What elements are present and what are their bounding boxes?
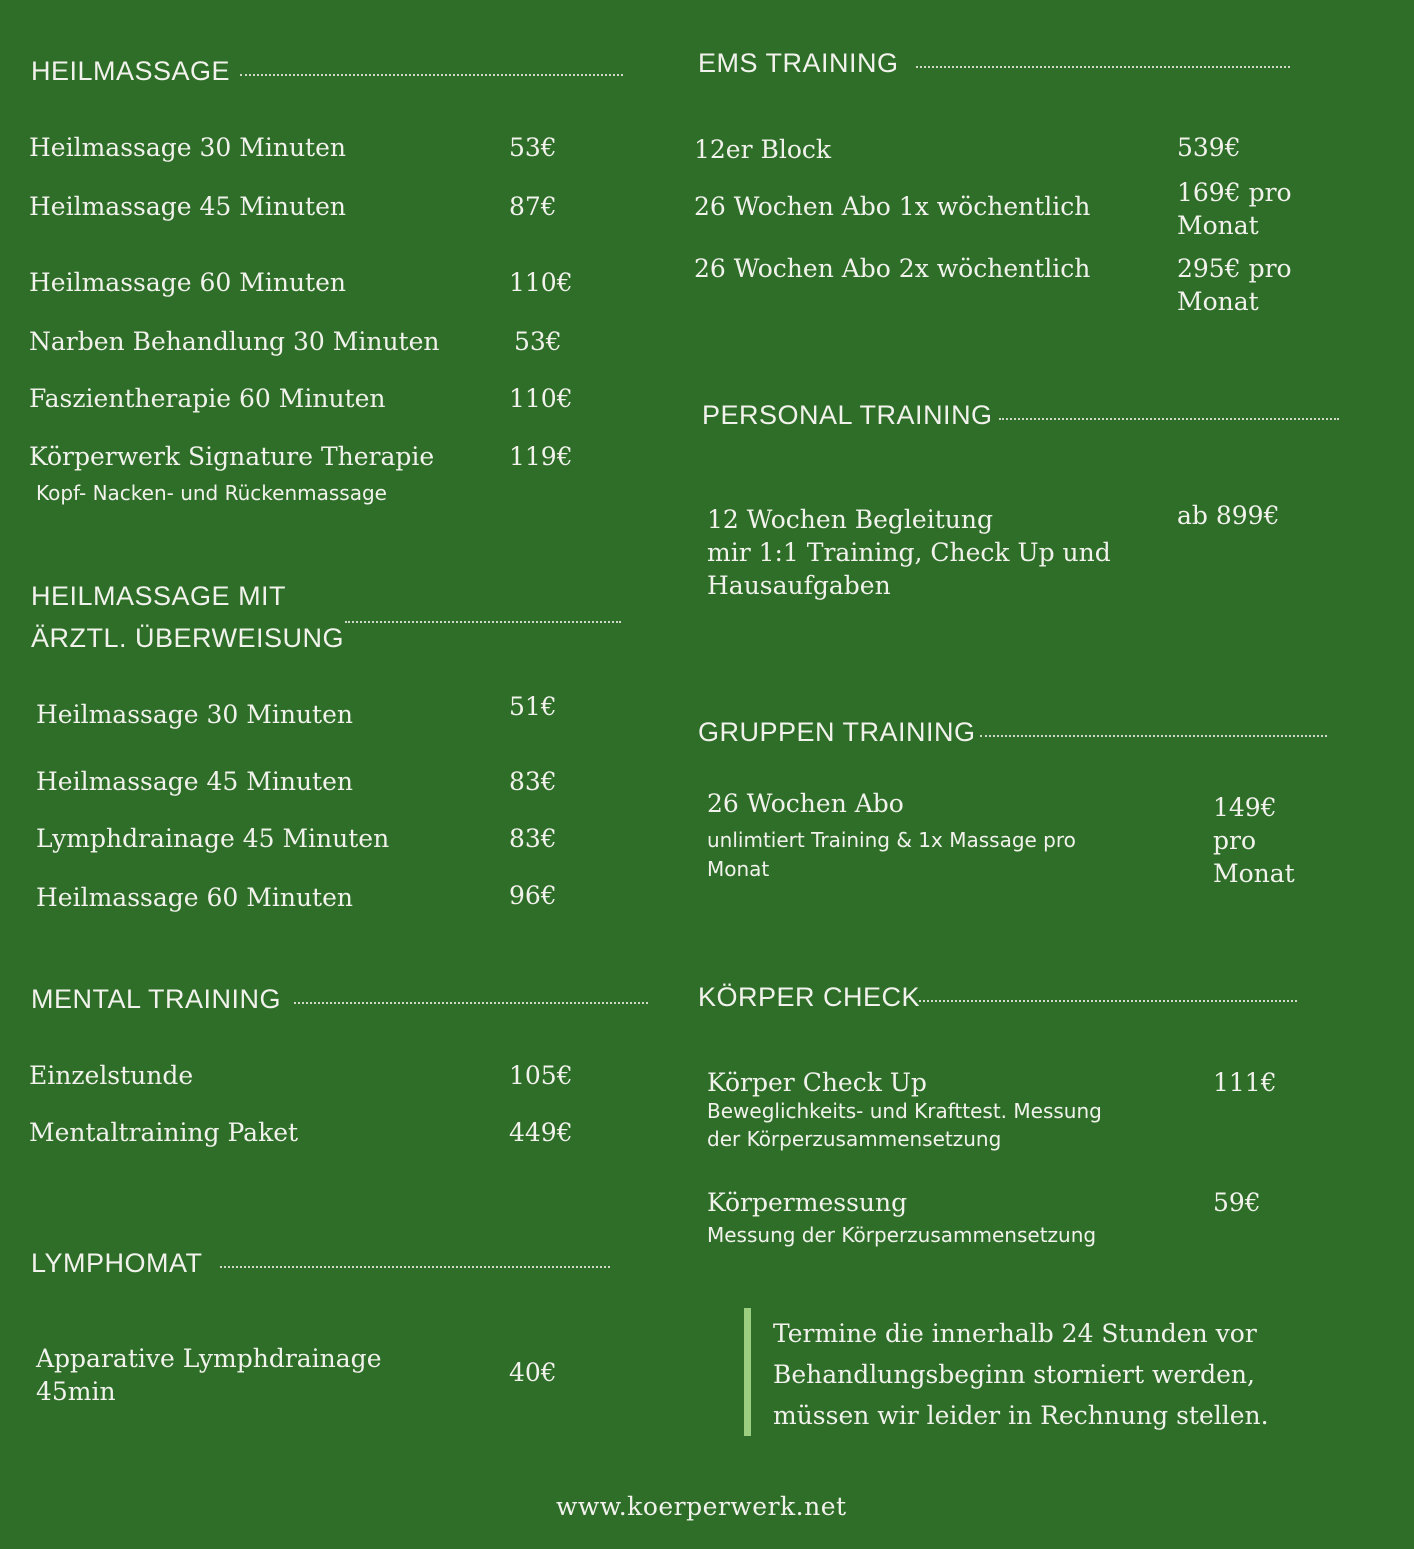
section-title: ÄRZTL. ÜBERWEISUNG: [31, 623, 345, 653]
item-name: 26 Wochen Abo: [707, 789, 904, 818]
item-name: Heilmassage 45 Minuten: [29, 192, 347, 221]
item-description-line: Hausaufgaben: [707, 571, 891, 600]
section-title: MENTAL TRAINING: [31, 984, 282, 1014]
note-text: [773, 1313, 1269, 1436]
item-price: 83€: [509, 767, 557, 796]
item-name: Mentaltraining Paket: [29, 1118, 299, 1147]
dotted-divider: [980, 735, 1327, 737]
item-description: [707, 826, 1076, 884]
item-name-line: Apparative Lymphdrainage: [36, 1344, 382, 1373]
item-name: Faszientherapie 60 Minuten: [29, 384, 386, 413]
item-name: Einzelstunde: [29, 1061, 194, 1090]
item-name: Heilmassage 60 Minuten: [36, 883, 354, 912]
item-name: [707, 503, 1111, 602]
item-description: [707, 1097, 1102, 1153]
item-price: 119€: [509, 442, 573, 471]
item-price: 53€: [509, 133, 557, 162]
price-line: 295€ pro: [1177, 254, 1292, 283]
item-price: [1177, 252, 1292, 318]
item-name: Heilmassage 60 Minuten: [29, 268, 347, 297]
item-name: 26 Wochen Abo 2x wöchentlich: [694, 254, 1091, 283]
dotted-divider: [220, 1266, 610, 1268]
dotted-divider: [999, 418, 1339, 420]
dotted-divider: [294, 1002, 648, 1004]
item-name: Narben Behandlung 30 Minuten: [29, 327, 440, 356]
item-price: 110€: [509, 268, 573, 297]
note-accent-bar: [744, 1308, 751, 1436]
item-price: [1177, 176, 1292, 242]
item-description-line: der Körperzusammensetzung: [707, 1127, 1002, 1151]
item-name: Körper Check Up: [707, 1068, 927, 1097]
item-name: Lymphdrainage 45 Minuten: [36, 824, 390, 853]
dotted-divider: [916, 66, 1290, 68]
item-price: 539€: [1177, 133, 1241, 162]
item-price: 449€: [509, 1118, 573, 1147]
section-title: LYMPHOMAT: [31, 1248, 203, 1278]
price-line: Monat: [1177, 287, 1259, 316]
item-description-line: mir 1:1 Training, Check Up und: [707, 538, 1111, 567]
price-line: 169€ pro: [1177, 178, 1292, 207]
note-line: Behandlungsbeginn storniert werden,: [773, 1360, 1255, 1389]
item-price: 51€: [509, 692, 557, 721]
section-title: PERSONAL TRAINING: [702, 400, 993, 430]
section-title: GRUPPEN TRAINING: [698, 717, 976, 747]
item-description-line: Beweglichkeits- und Krafttest. Messung: [707, 1099, 1102, 1123]
item-price: 105€: [509, 1061, 573, 1090]
item-name: Heilmassage 30 Minuten: [29, 133, 347, 162]
item-name: [36, 1342, 381, 1408]
section-title: HEILMASSAGE MIT: [31, 581, 287, 611]
item-name: 12er Block: [694, 135, 832, 164]
item-name-line: 12 Wochen Begleitung: [707, 505, 993, 534]
item-description: Kopf- Nacken- und Rückenmassage: [36, 481, 387, 505]
item-price: 53€: [514, 327, 562, 356]
price-line: Monat: [1213, 859, 1295, 888]
price-line: pro: [1213, 826, 1257, 855]
section-title: EMS TRAINING: [698, 48, 899, 78]
dotted-divider: [345, 621, 621, 623]
item-price: 110€: [509, 384, 573, 413]
item-name-line: 45min: [36, 1377, 116, 1406]
item-price: 83€: [509, 824, 557, 853]
item-name: Körpermessung: [707, 1188, 908, 1217]
item-name: 26 Wochen Abo 1x wöchentlich: [694, 192, 1091, 221]
item-name: Heilmassage 30 Minuten: [36, 700, 354, 729]
dotted-divider: [240, 74, 623, 76]
item-price: 111€: [1213, 1068, 1277, 1097]
item-description-line: Monat: [707, 857, 770, 881]
item-description-line: unlimtiert Training & 1x Massage pro: [707, 828, 1076, 852]
item-name: Heilmassage 45 Minuten: [36, 767, 354, 796]
note-line: müssen wir leider in Rechnung stellen.: [773, 1401, 1269, 1430]
item-description: Messung der Körperzusammensetzung: [707, 1223, 1097, 1247]
item-price: [1213, 791, 1295, 890]
price-line: 149€: [1213, 793, 1277, 822]
item-price: 87€: [509, 192, 557, 221]
section-title: HEILMASSAGE: [31, 56, 231, 86]
dotted-divider: [919, 1000, 1297, 1002]
note-line: Termine die innerhalb 24 Stunden vor: [773, 1319, 1257, 1348]
item-price: 59€: [1213, 1188, 1261, 1217]
item-price: 40€: [509, 1358, 557, 1387]
website-link[interactable]: www.koerperwerk.net: [556, 1492, 847, 1521]
item-price: ab 899€: [1177, 501, 1280, 530]
item-price: 96€: [509, 881, 557, 910]
section-title: KÖRPER CHECK: [698, 982, 921, 1012]
price-line: Monat: [1177, 211, 1259, 240]
item-name: Körperwerk Signature Therapie: [29, 442, 435, 471]
